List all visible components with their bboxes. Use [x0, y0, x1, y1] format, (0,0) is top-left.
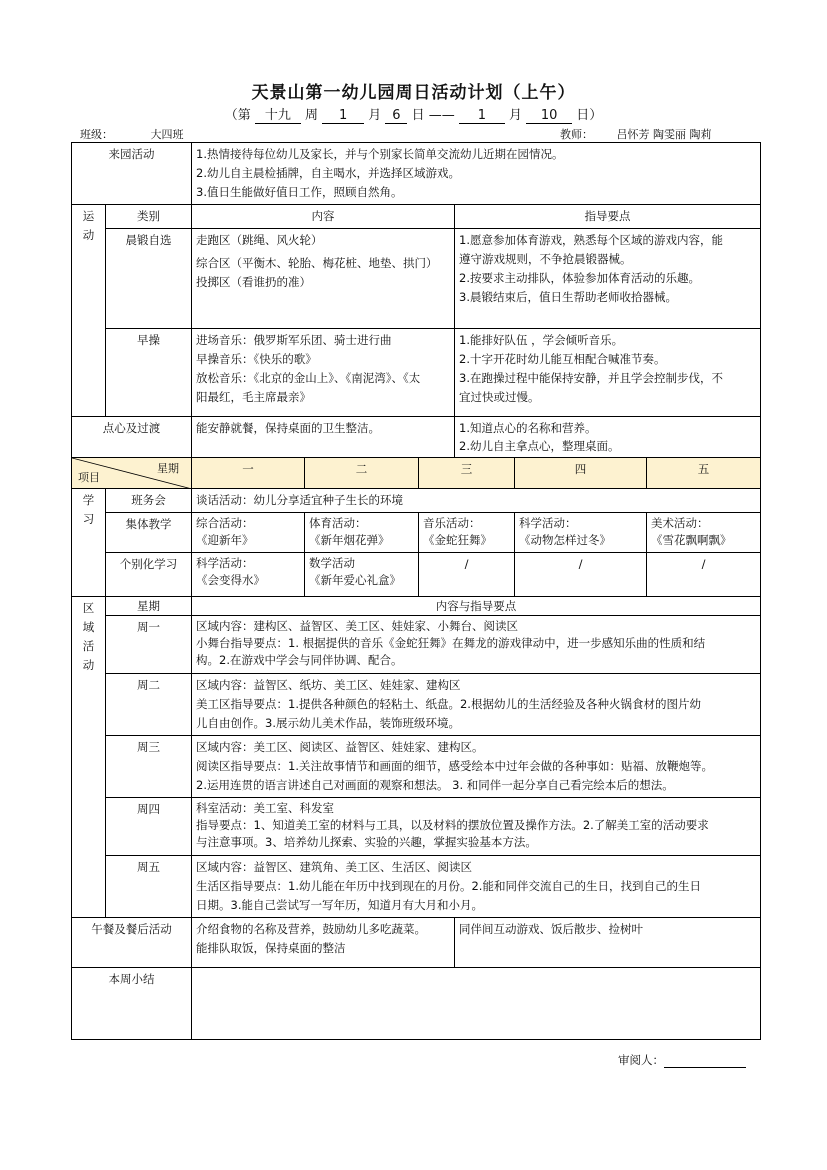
day-label-1: 日 ——: [411, 108, 455, 123]
weekday-label: 星期: [157, 462, 180, 475]
arrival-line: 2.幼儿自主晨检插牌，自主喝水，并选择区域游戏。: [196, 166, 460, 180]
plan-table: [71, 142, 761, 1040]
area-col-content: 内容与指导要点: [192, 597, 761, 616]
group-wed: 音乐活动： 《金蛇狂舞》: [419, 513, 515, 553]
start-month: 1: [322, 108, 364, 124]
individual-tue: 数学活动 《新年爱心礼盒》: [305, 553, 419, 597]
sport-col-type: 类别: [106, 205, 192, 229]
end-day: 10: [526, 108, 572, 124]
exercise-points: 1.能排好队伍 ，学会倾听音乐。 2.十字开花时幼儿能互相配合喊准节奏。 3.在跑操过程中能保持安静，并且学会控制步伐，不 宜过快或过慢。: [455, 329, 761, 417]
arrival-content: [192, 143, 761, 205]
end-month: 1: [459, 108, 505, 124]
start-day: 6: [385, 108, 407, 124]
snack-points: 1.知道点心的名称和营养。 2.幼儿自主拿点心，整理桌面。: [455, 417, 761, 458]
summary-content[interactable]: [192, 968, 761, 1040]
teacher-info: [560, 126, 735, 143]
morning-exercise-row: [72, 229, 761, 329]
group-mon: 综合活动： 《迎新年》: [192, 513, 305, 553]
morning-label: 晨锻自选: [106, 229, 192, 329]
teacher-names: 吕怀芳 陶雯丽 陶莉: [593, 127, 735, 143]
class-meeting-content: 谈话活动：幼儿分享适宜种子生长的环境: [192, 489, 761, 513]
group-fri: 美术活动： 《雪花飘啊飘》: [647, 513, 761, 553]
area-day-wed: 周三: [106, 736, 192, 798]
snack-content: 能安静就餐，保持桌面的卫生整洁。: [192, 417, 455, 458]
group-thu: 科学活动： 《动物怎样过冬》: [515, 513, 647, 553]
arrival-label: 来园活动: [72, 143, 192, 205]
area-content-thu: 科室活动：美工室、科发室 指导要点：1、知道美工室的材料与工具，以及材料的摆放位置及操作方法。2.了解美工室的活动要求 与注意事项。3、培养幼儿探索、实验的兴趣，掌握实验基本方法。: [192, 798, 761, 856]
sport-label: 运 动: [72, 205, 106, 417]
class-name: 大四班: [113, 127, 221, 143]
area-content-wed: 区域内容：美工区、阅读区、益智区、娃娃家、建构区。 阅读区指导要点：1.关注故事情节和画面的细节，感受绘本中过年会做的各种事如：贴福、放鞭炮等。 2.运用连贯的语言讲述自己对画面的观察和想法。 3. 和同伴一起分享自己看完绘本后的想法。: [192, 736, 761, 798]
class-label: 班级：: [80, 128, 113, 141]
month-label-2: 月: [509, 108, 523, 123]
week-number: 十九: [255, 108, 301, 124]
subtitle-open: （第: [224, 108, 251, 123]
area-day-fri: 周五: [106, 856, 192, 918]
individual-thu: /: [515, 553, 647, 597]
lunch-after: 同伴间互动游戏、饭后散步、捡树叶: [455, 918, 761, 968]
snack-label: 点心及过渡: [72, 417, 192, 458]
arrival-line: 3.值日生能做好值日工作，照顾自然角。: [196, 185, 403, 199]
morning-drill-row: [72, 329, 761, 417]
weekday-wed: 三: [419, 458, 515, 489]
area-row-fri: [72, 856, 761, 918]
area-content-tue: 区域内容：益智区、纸坊、美工区、娃娃家、建构区 美工区指导要点：1.提供各种颜色的轻粘土、纸盘。2.根据幼儿的生活经验及各种火锅食材的图片幼 儿自由创作。3.展示幼儿美术作品，装饰班级环境。: [192, 674, 761, 736]
group-teaching-label: 集体教学: [106, 513, 192, 553]
lunch-row: [72, 918, 761, 968]
group-tue: 体育活动： 《新年烟花弹》: [305, 513, 419, 553]
area-row-wed: [72, 736, 761, 798]
individual-mon: 科学活动： 《会变得水》: [192, 553, 305, 597]
morning-points: 1.愿意参加体育游戏，熟悉每个区域的游戏内容，能 遵守游戏规则，不争抢晨锻器械。 2.按要求主动排队，体验参加体育活动的乐趣。 3.晨锻结束后，值日生帮助老师收拾器械。: [455, 229, 761, 329]
area-col-day: 星期: [106, 597, 192, 616]
weekday-fri: 五: [647, 458, 761, 489]
weekday-mon: 一: [192, 458, 305, 489]
weekday-tue: 二: [305, 458, 419, 489]
arrival-line: 1.热情接待每位幼儿及家长，并与个别家长简单交流幼儿近期在园情况。: [196, 147, 564, 161]
individual-fri: /: [647, 553, 761, 597]
class-meeting-row: [72, 489, 761, 513]
area-content-mon: 区域内容：建构区、益智区、美工区、娃娃家、小舞台、阅读区 小舞台指导要点：1. 根据提供的音乐《金蛇狂舞》在舞龙的游戏律动中，进一步感知乐曲的性质和结 构。2.在游戏中学会与同伴协调、配合。: [192, 616, 761, 674]
snack-row: [72, 417, 761, 458]
area-row-mon: [72, 616, 761, 674]
reviewer-signature-line[interactable]: [664, 1053, 746, 1068]
class-meeting-label: 班务会: [106, 489, 192, 513]
area-row-thu: [72, 798, 761, 856]
exercise-label: 早操: [106, 329, 192, 417]
sport-col-points: 指导要点: [455, 205, 761, 229]
sport-col-content: 内容: [192, 205, 455, 229]
reviewer-label: 审阅人：: [618, 1053, 664, 1067]
area-content-fri: 区域内容：益智区、建筑角、美工区、生活区、阅读区 生活区指导要点：1.幼儿能在年历中找到现在的月份。2.能和同伴交流自己的生日，找到自己的生日 日期。3.能自己尝试写一写年历，知道月有大月和小月。: [192, 856, 761, 918]
area-header-row: [72, 597, 761, 616]
individual-study-row: [72, 553, 761, 597]
weekday-diagonal-header: [72, 458, 192, 489]
lunch-content: 介绍食物的名称及营养，鼓励幼儿多吃蔬菜。 能排队取饭，保持桌面的整洁: [192, 918, 455, 968]
month-label-1: 月: [368, 108, 382, 123]
class-info: [80, 126, 221, 143]
area-day-thu: 周四: [106, 798, 192, 856]
group-teaching-row: [72, 513, 761, 553]
page-title: 天景山第一幼儿园周日活动计划（上午）: [251, 83, 576, 103]
weekday-thu: 四: [515, 458, 647, 489]
area-day-tue: 周二: [106, 674, 192, 736]
individual-wed: /: [419, 553, 515, 597]
summary-label: 本周小结: [72, 968, 192, 1040]
morning-content: 走跑区（跳绳、风火轮） 综合区（平衡木、轮胎、梅花桩、地垫、拱门） 投掷区（看谁扔的准）: [192, 229, 455, 329]
area-day-mon: 周一: [106, 616, 192, 674]
sport-header-row: [72, 205, 761, 229]
week-label: 周: [304, 108, 318, 123]
week-date-range: [0, 104, 827, 124]
study-label: 学 习: [72, 489, 106, 597]
teacher-label: 教师：: [560, 128, 593, 141]
summary-row: [72, 968, 761, 1040]
area-label: 区 域 活 动: [72, 597, 106, 918]
day-label-2: 日）: [576, 108, 603, 123]
reviewer: [618, 1052, 746, 1068]
area-row-tue: [72, 674, 761, 736]
weekday-header-row: [72, 458, 761, 489]
individual-label: 个别化学习: [106, 553, 192, 597]
item-label: 项目: [78, 471, 100, 484]
arrival-row: [72, 143, 761, 205]
exercise-content: 进场音乐：俄罗斯军乐团、骑士进行曲 早操音乐：《快乐的歌》 放松音乐：《北京的金山上》、《南泥湾》、《太 阳最红，毛主席最亲》: [192, 329, 455, 417]
lunch-label: 午餐及餐后活动: [72, 918, 192, 968]
